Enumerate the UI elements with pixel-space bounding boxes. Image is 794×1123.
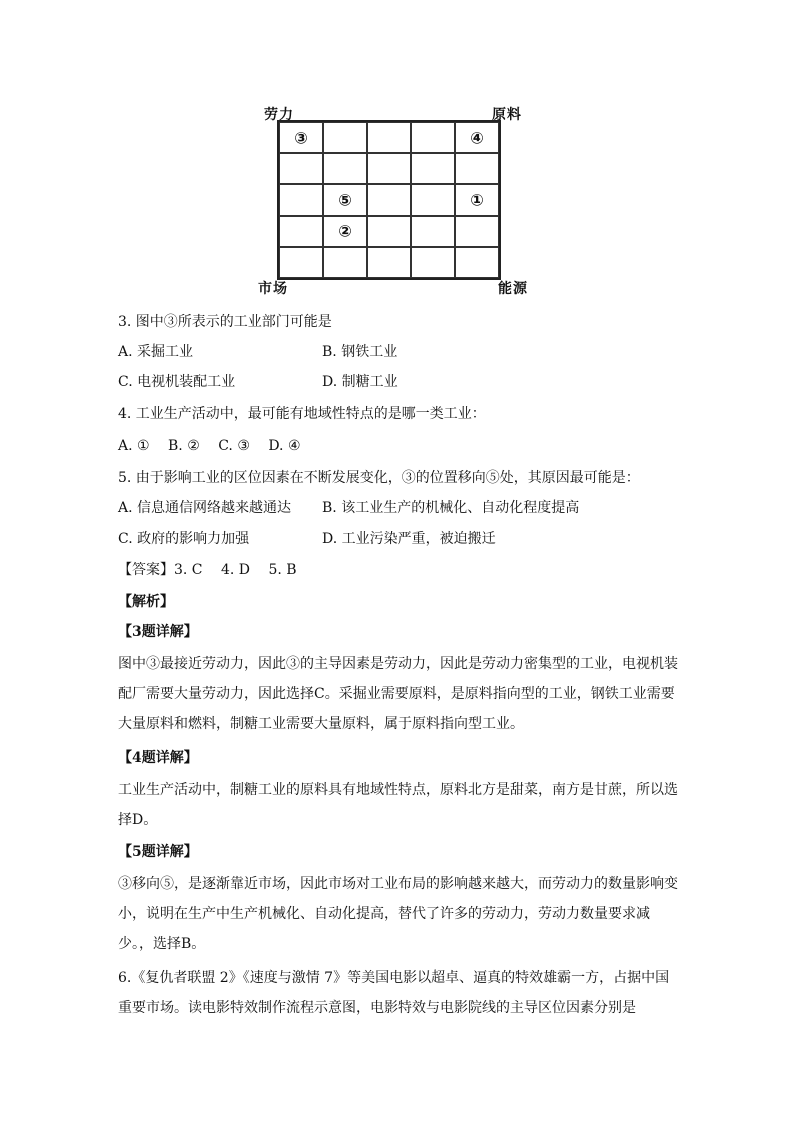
detail-5-title: 【5题详解】 xyxy=(118,844,198,860)
q3-stem: 3. 图中③所表示的工业部门可能是 xyxy=(118,314,332,330)
industry-location-diagram xyxy=(258,104,538,296)
corner-label-energy: 能源 xyxy=(498,281,528,297)
q3-option-b: B. 钢铁工业 xyxy=(322,344,398,360)
detail-4-text: 工业生产活动中，制糖工业的原料具有地域性特点，原料北方是甜菜，南方是甘蔗，所以选择D。 xyxy=(118,782,678,828)
grid-cell xyxy=(323,247,367,278)
q4-stem: 4. 工业生产活动中，最可能有地域性特点的是哪一类工业： xyxy=(118,406,486,422)
q5-option-d: D. 工业污染严重，被迫搬迁 xyxy=(322,531,496,547)
detail-5-text: ③移向⑤，是逐渐靠近市场，因此市场对工业布局的影响越来越大，而劳动力的数量影响变小，说明在生产中生产机械化、自动化提高，替代了许多的劳动力，劳动力数量要求减少。，选择B。 xyxy=(118,876,678,952)
location-grid xyxy=(277,120,501,280)
q5-option-b: B. 该工业生产的机械化、自动化程度提高 xyxy=(322,500,580,516)
q6-stem: 6.《复仇者联盟 2》《速度与激情 7》等美国电影以超卓、逼真的特效雄霸一方，占据中国重要市场。读电影特效制作流程示意图，电影特效与电影院线的主导区位因素分别是 xyxy=(118,970,670,1016)
grid-cell xyxy=(411,122,455,153)
grid-cell xyxy=(279,184,323,215)
q5-option-c: C. 政府的影响力加强 xyxy=(118,531,250,547)
grid-cell xyxy=(455,216,499,247)
corner-label-market: 市场 xyxy=(258,281,288,297)
q5-option-a: A. 信息通信网络越来越通达 xyxy=(118,500,292,516)
detail-4-title: 【4题详解】 xyxy=(118,750,198,766)
q5-stem: 5. 由于影响工业的区位因素在不断发展变化，③的位置移向⑤处，其原因最可能是： xyxy=(118,470,640,486)
location-marker: ③ xyxy=(294,128,308,148)
q4-options: A. ① B. ② C. ③ D. ④ xyxy=(118,438,301,454)
corner-label-raw-material: 原料 xyxy=(492,107,522,123)
grid-cell xyxy=(279,247,323,278)
detail-3-text: 图中③最接近劳动力，因此③的主导因素是劳动力，因此是劳动力密集型的工业，电视机装配厂需要大量劳动力，因此选择C。采掘业需要原料，是原料指向型的工业，钢铁工业需要大量原料和燃料，制糖工业需要大量原料，属于原料指向型工业。 xyxy=(118,656,678,732)
grid-cell xyxy=(323,216,367,247)
corner-label-labor: 劳力 xyxy=(264,107,294,123)
location-marker: ② xyxy=(338,221,352,241)
grid-cell xyxy=(279,122,323,153)
q3-option-a: A. 采掘工业 xyxy=(118,344,194,360)
grid-cell xyxy=(411,247,455,278)
answer-line: 【答案】3. C 4. D 5. B xyxy=(118,562,297,578)
q3-option-c: C. 电视机装配工业 xyxy=(118,374,236,390)
grid-cell xyxy=(455,122,499,153)
location-marker: ⑤ xyxy=(338,190,352,210)
grid-cell xyxy=(367,216,411,247)
location-marker: ④ xyxy=(470,128,484,148)
grid-cell xyxy=(279,216,323,247)
analysis-label: 【解析】 xyxy=(118,594,174,610)
grid-cell xyxy=(323,153,367,184)
grid-cell xyxy=(323,122,367,153)
detail-3-title: 【3题详解】 xyxy=(118,624,198,640)
grid-cell xyxy=(455,184,499,215)
grid-cell xyxy=(367,184,411,215)
grid-cell xyxy=(367,122,411,153)
grid-cell xyxy=(411,216,455,247)
grid-cell xyxy=(323,184,367,215)
grid-cell xyxy=(411,184,455,215)
q3-option-d: D. 制糖工业 xyxy=(322,374,398,390)
location-marker: ① xyxy=(470,190,484,210)
grid-cell xyxy=(455,247,499,278)
grid-cell xyxy=(455,153,499,184)
grid-cell xyxy=(367,247,411,278)
grid-cell xyxy=(367,153,411,184)
grid-cell xyxy=(279,153,323,184)
grid-cell xyxy=(411,153,455,184)
